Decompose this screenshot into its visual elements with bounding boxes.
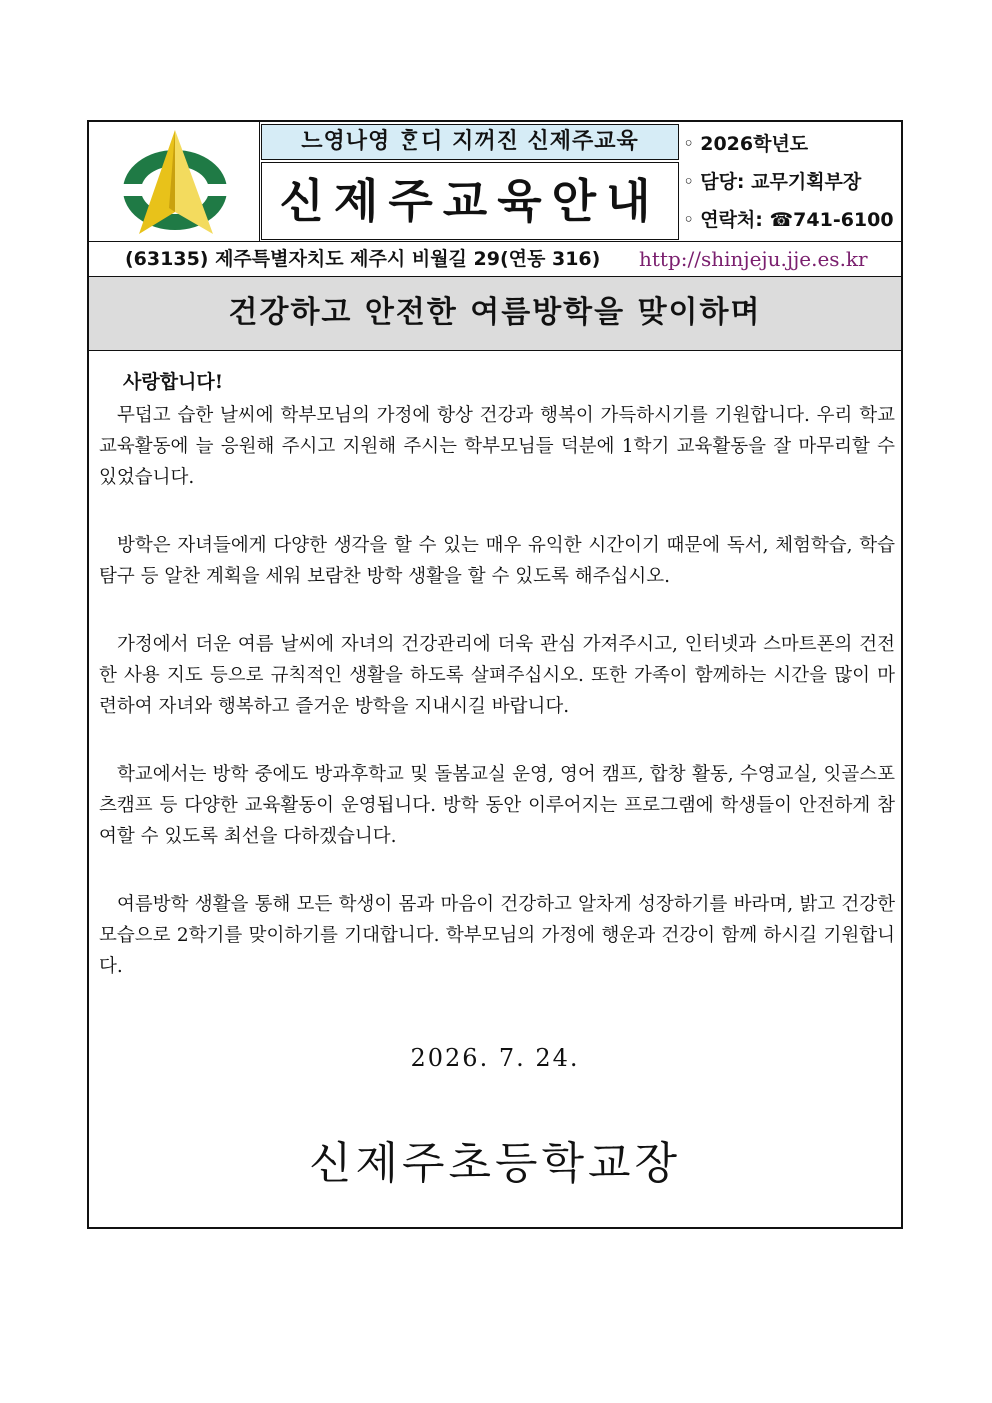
letter-body (99, 367, 895, 1019)
letter-date: 2026. 7. 24. (410, 1044, 580, 1072)
info-panel (683, 126, 899, 240)
paragraph: 여름방학 생활을 통해 모든 학생이 몸과 마음이 건강하고 알차게 성장하기를 바라며, 밝고 건강한 모습으로 2학기를 맞이하기를 기대합니다. 학부모님의 가정에 행운과 건강이 함께 하시길 기원합니다. (99, 894, 895, 977)
school-website-link[interactable]: http://shinjeju.jje.es.kr (639, 247, 868, 271)
header (89, 122, 901, 242)
bullet-icon: ◦ (683, 209, 695, 231)
newsletter-title: 신제주교육안내 (261, 162, 679, 240)
bullet-icon: ◦ (683, 171, 695, 193)
newsletter-frame (87, 120, 903, 1229)
paragraph: 무덥고 습한 날씨에 학부모님의 가정에 항상 건강과 행복이 가득하시기를 기원합니다. 우리 학교 교육활동에 늘 응원해 주시고 지원해 주시는 학부모님들 덕분에 1학기 교육활동을 잘 마무리할 수 있었습니다. (99, 405, 895, 488)
info-contact: ◦ 연락처: ☎741-6100 (683, 209, 894, 231)
school-address: (63135) 제주특별자치도 제주시 비월길 29(연동 316) (125, 248, 601, 270)
paragraph: 방학은 자녀들에게 다양한 생각을 할 수 있는 매우 유익한 시간이기 때문에 독서, 체험학습, 학습 탐구 등 알찬 계획을 세워 보람찬 방학 생활을 할 수 있도록 해주십시오. (99, 535, 895, 587)
paragraph: 학교에서는 방학 중에도 방과후학교 및 돌봄교실 운영, 영어 캠프, 합창 활동, 수영교실, 잇골스포츠캠프 등 다양한 교육활동이 운영됩니다. 방학 동안 이루어지는 프로그램에 학생들이 안전하게 참여할 수 있도록 최선을 다하겠습니다. (99, 764, 895, 847)
school-emblem-icon (117, 128, 235, 238)
principal-signature: 신제주초등학교장 (308, 1138, 682, 1189)
greeting: 사랑합니다! (123, 371, 224, 393)
address-bar (89, 241, 901, 277)
paragraph: 가정에서 더운 여름 날씨에 자녀의 건강관리에 더욱 관심 가져주시고, 인터넷과 스마트폰의 건전한 사용 지도 등으로 규칙적인 생활을 하도록 살펴주십시오. 또한 가족이 함께하는 시간을 많이 마련하여 자녀와 행복하고 즐거운 방학을 지내시길 바랍니다. (99, 634, 895, 717)
slogan-banner: 느영나영 ᄒᆞᆫ디 지꺼진 신제주교육 (261, 124, 679, 160)
bullet-icon: ◦ (683, 133, 695, 155)
info-year: ◦ 2026학년도 (683, 133, 809, 155)
school-logo (89, 122, 260, 241)
document-title: 건강하고 안전한 여름방학을 맞이하며 (89, 277, 901, 351)
info-manager: ◦ 담당: 교무기획부장 (683, 171, 862, 193)
